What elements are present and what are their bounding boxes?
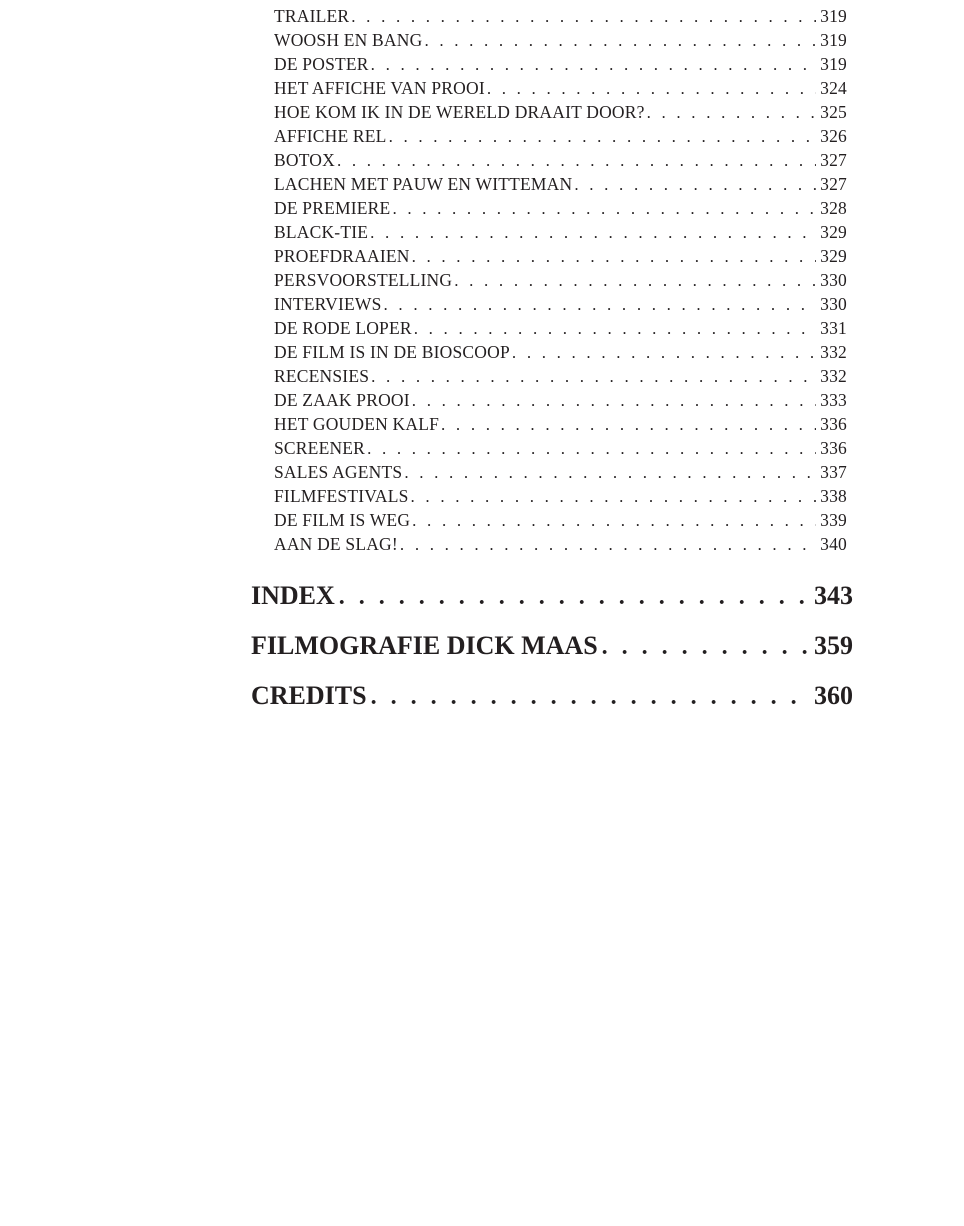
toc-entry bbox=[274, 52, 847, 76]
toc-entry bbox=[274, 316, 847, 340]
dot-leader bbox=[389, 125, 817, 148]
toc-entry bbox=[274, 196, 847, 220]
toc-main-entry bbox=[251, 621, 853, 671]
toc-entry-page: 336 bbox=[820, 438, 847, 458]
toc-entry-title: DE ZAAK PROOI bbox=[274, 390, 410, 410]
toc-entry-page: 330 bbox=[820, 294, 847, 314]
toc-entry-page: 340 bbox=[820, 534, 847, 554]
toc-entry-page: 327 bbox=[820, 174, 847, 194]
dot-leader bbox=[392, 197, 816, 220]
dot-leader bbox=[339, 572, 808, 621]
toc-main-entry bbox=[251, 571, 853, 621]
toc-entry-title: HET GOUDEN KALF bbox=[274, 414, 440, 434]
toc-entry-page: 319 bbox=[820, 6, 847, 26]
toc-entry-page: 339 bbox=[820, 510, 847, 530]
toc-entry-page: 337 bbox=[820, 462, 847, 482]
dot-leader bbox=[371, 365, 816, 388]
toc-main-entry-page: 343 bbox=[814, 581, 853, 610]
toc-entry-title: WOOSH EN BANG bbox=[274, 30, 423, 50]
dot-leader bbox=[371, 672, 808, 721]
toc-entry-page: 327 bbox=[820, 150, 847, 170]
toc-entry-page: 332 bbox=[820, 342, 847, 362]
dot-leader bbox=[412, 389, 816, 412]
toc-entry bbox=[274, 148, 847, 172]
dot-leader bbox=[412, 245, 817, 268]
toc-entry bbox=[274, 484, 847, 508]
dot-leader bbox=[414, 317, 816, 340]
toc-entry-title: DE FILM IS WEG bbox=[274, 510, 411, 530]
toc-entry-title: DE POSTER bbox=[274, 54, 369, 74]
toc-entry-page: 319 bbox=[820, 30, 847, 50]
toc-entry bbox=[274, 268, 847, 292]
toc-sub-entries bbox=[274, 4, 847, 556]
toc-entry bbox=[274, 244, 847, 268]
dot-leader bbox=[411, 485, 817, 508]
toc-entry-page: 325 bbox=[820, 102, 847, 122]
dot-leader bbox=[512, 341, 816, 364]
dot-leader bbox=[370, 221, 816, 244]
toc-entry bbox=[274, 412, 847, 436]
toc-entry-title: HET AFFICHE VAN PROOI bbox=[274, 78, 485, 98]
toc-entry bbox=[274, 220, 847, 244]
toc-entry-page: 331 bbox=[820, 318, 847, 338]
toc-main-entry-title: FILMOGRAFIE DICK MAAS bbox=[251, 631, 598, 660]
toc-main-entries bbox=[251, 571, 853, 721]
dot-leader bbox=[487, 77, 816, 100]
toc-entry bbox=[274, 76, 847, 100]
toc-entry-title: FILMFESTIVALS bbox=[274, 486, 409, 506]
toc-entry bbox=[274, 364, 847, 388]
toc-entry-title: SCREENER bbox=[274, 438, 366, 458]
toc-entry-page: 329 bbox=[820, 246, 847, 266]
toc-entry-title: AFFICHE REL bbox=[274, 126, 387, 146]
toc-entry bbox=[274, 124, 847, 148]
dot-leader bbox=[404, 461, 816, 484]
toc-main-entry-title: CREDITS bbox=[251, 681, 367, 710]
toc-entry-page: 338 bbox=[820, 486, 847, 506]
toc-entry-title: AAN DE SLAG! bbox=[274, 534, 398, 554]
dot-leader bbox=[454, 269, 816, 292]
toc-entry bbox=[274, 4, 847, 28]
toc-entry-title: LACHEN MET PAUW EN WITTEMAN bbox=[274, 174, 573, 194]
toc-entry bbox=[274, 292, 847, 316]
dot-leader bbox=[602, 622, 808, 671]
toc-entry-page: 329 bbox=[820, 222, 847, 242]
toc-entry-title: INTERVIEWS bbox=[274, 294, 382, 314]
dot-leader bbox=[337, 149, 816, 172]
toc-main-entry-page: 360 bbox=[814, 681, 853, 710]
dot-leader bbox=[371, 53, 816, 76]
toc-entry-page: 332 bbox=[820, 366, 847, 386]
dot-leader bbox=[424, 29, 816, 52]
toc-entry bbox=[274, 436, 847, 460]
toc-entry-title: BLACK-TIE bbox=[274, 222, 369, 242]
dot-leader bbox=[412, 509, 816, 532]
toc-entry-page: 333 bbox=[820, 390, 847, 410]
toc-entry-title: PERSVOORSTELLING bbox=[274, 270, 453, 290]
toc-entry bbox=[274, 508, 847, 532]
toc-entry-title: PROEFDRAAIEN bbox=[274, 246, 410, 266]
toc-entry-title: BOTOX bbox=[274, 150, 335, 170]
toc-entry-title: TRAILER bbox=[274, 6, 350, 26]
toc-entry-page: 319 bbox=[820, 54, 847, 74]
toc-entry-page: 326 bbox=[820, 126, 847, 146]
toc-entry-page: 336 bbox=[820, 414, 847, 434]
toc-entry-page: 328 bbox=[820, 198, 847, 218]
toc-entry bbox=[274, 172, 847, 196]
toc-entry-title: SALES AGENTS bbox=[274, 462, 403, 482]
dot-leader bbox=[367, 437, 816, 460]
dot-leader bbox=[351, 5, 816, 28]
dot-leader bbox=[647, 101, 817, 124]
toc-entry bbox=[274, 388, 847, 412]
toc-entry-page: 324 bbox=[820, 78, 847, 98]
toc-entry-title: RECENSIES bbox=[274, 366, 370, 386]
toc-entry-title: HOE KOM IK IN DE WERELD DRAAIT DOOR? bbox=[274, 102, 645, 122]
toc-entry bbox=[274, 28, 847, 52]
toc-entry-title: DE FILM IS IN DE BIOSCOOP bbox=[274, 342, 510, 362]
toc-entry bbox=[274, 340, 847, 364]
dot-leader bbox=[400, 533, 816, 556]
toc-entry-title: DE PREMIERE bbox=[274, 198, 391, 218]
toc-main-entry-page: 359 bbox=[814, 631, 853, 660]
toc-entry bbox=[274, 532, 847, 556]
toc-main-entry-title: INDEX bbox=[251, 581, 335, 610]
toc-entry bbox=[274, 460, 847, 484]
toc-entry-title: DE RODE LOPER bbox=[274, 318, 412, 338]
toc-entry-page: 330 bbox=[820, 270, 847, 290]
dot-leader bbox=[384, 293, 817, 316]
dot-leader bbox=[441, 413, 816, 436]
dot-leader bbox=[574, 173, 816, 196]
toc-main-entry bbox=[251, 671, 853, 721]
toc-entry bbox=[274, 100, 847, 124]
